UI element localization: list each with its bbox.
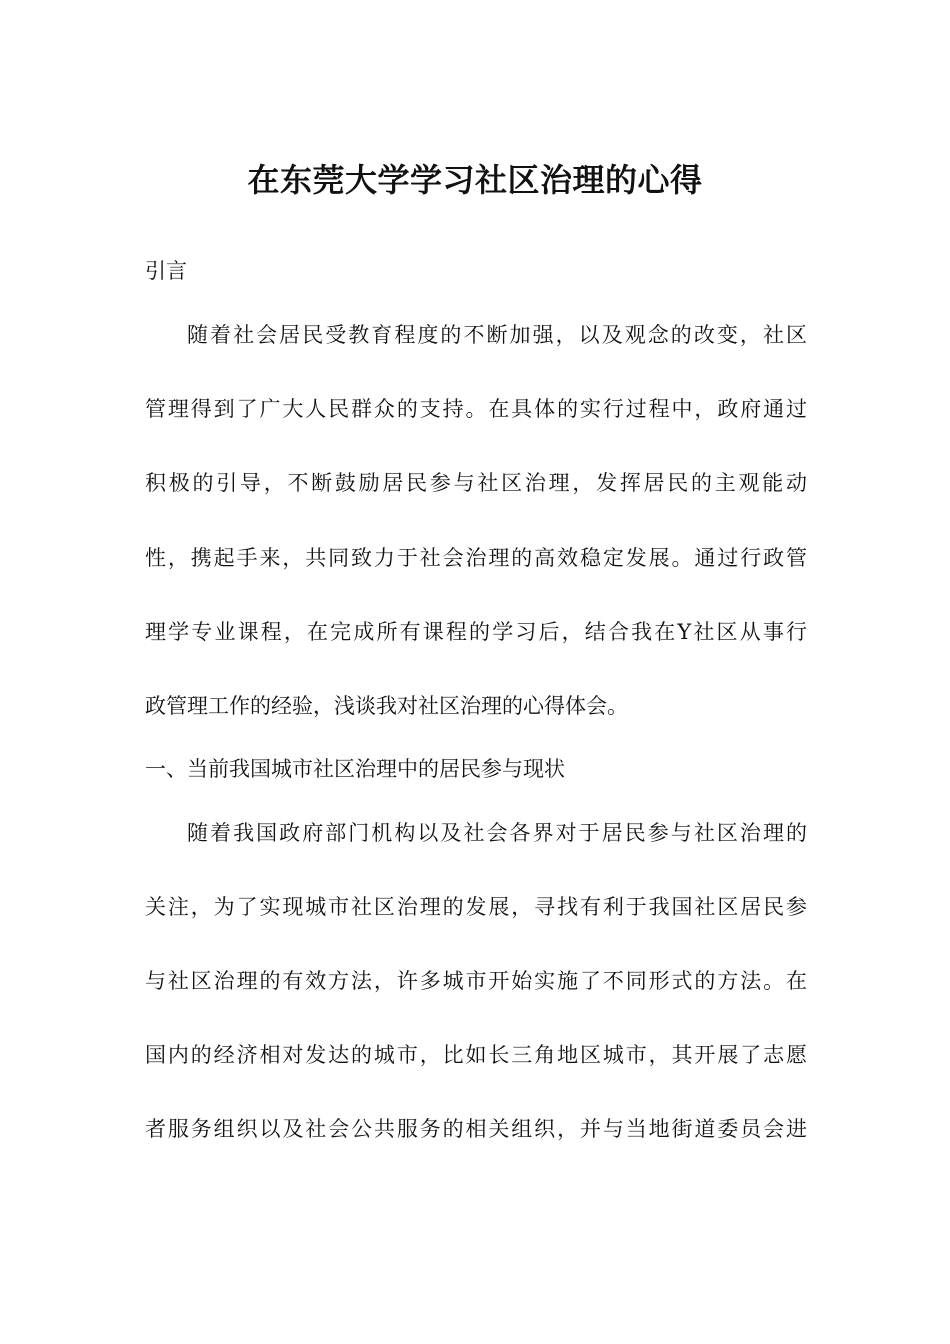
- section-heading-1: 一、当前我国城市社区治理中的居民参与现状: [145, 757, 565, 781]
- paragraph-line: 积极的引导，不断鼓励居民参与社区治理，发挥居民的主观能动: [145, 471, 807, 495]
- paragraph-line: 随着我国政府部门机构以及社会各界对于居民参与社区治理的: [187, 821, 807, 845]
- paragraph-line: 性，携起手来，共同致力于社会治理的高效稳定发展。通过行政管: [145, 546, 807, 570]
- paragraph-line: 政管理工作的经验，浅谈我对社区治理的心得体会。: [145, 694, 628, 718]
- paragraph-line: 国内的经济相对发达的城市，比如长三角地区城市，其开展了志愿: [145, 1043, 807, 1067]
- paragraph-line: 关注，为了实现城市社区治理的发展，寻找有利于我国社区居民参: [145, 895, 807, 919]
- paragraph-line: 管理得到了广大人民群众的支持。在具体的实行过程中，政府通过: [145, 397, 807, 421]
- section-heading-intro: 引言: [145, 259, 187, 283]
- document-title: 在东莞大学学习社区治理的心得: [247, 161, 703, 199]
- paragraph-line: 与社区治理的有效方法，许多城市开始实施了不同形式的方法。在: [145, 969, 807, 993]
- paragraph-line: 理学专业课程，在完成所有课程的学习后，结合我在Y社区从事行: [145, 620, 807, 644]
- paragraph-line: 者服务组织以及社会公共服务的相关组织，并与当地街道委员会进: [145, 1117, 807, 1141]
- paragraph-line: 随着社会居民受教育程度的不断加强，以及观念的改变，社区: [187, 323, 807, 347]
